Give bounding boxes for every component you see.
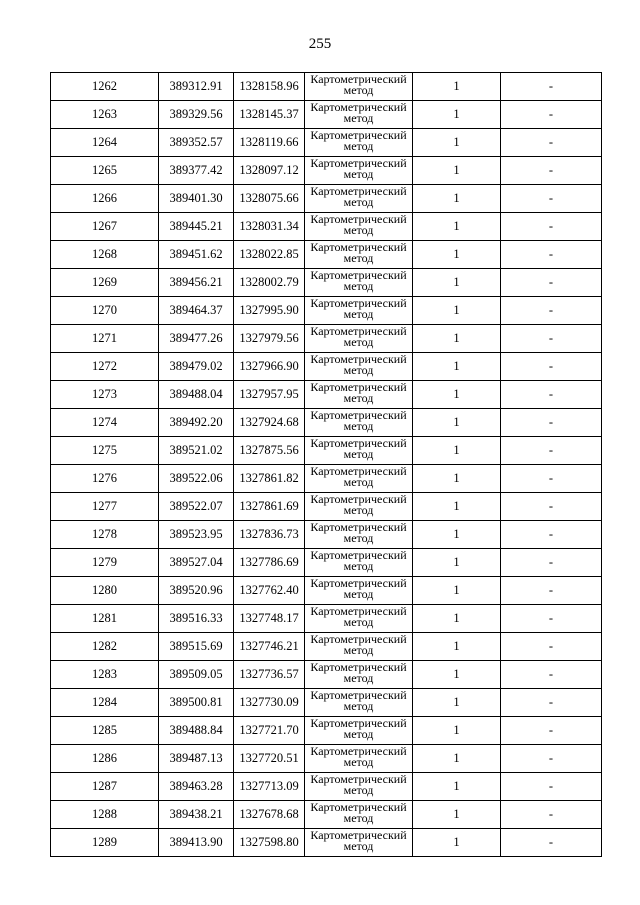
method-line-2: метод bbox=[343, 363, 374, 377]
accuracy-cell: 1 bbox=[413, 465, 501, 493]
note-cell: - bbox=[501, 493, 602, 521]
method-cell bbox=[305, 353, 413, 381]
method-line-1: Картометрический bbox=[310, 688, 407, 702]
method-line-2: метод bbox=[343, 559, 374, 573]
method-cell bbox=[305, 185, 413, 213]
y-coordinate-cell: 1327924.68 bbox=[234, 409, 305, 437]
note-cell: - bbox=[501, 717, 602, 745]
table-row bbox=[51, 185, 602, 213]
method-line-2: метод bbox=[343, 727, 374, 741]
y-coordinate-cell: 1328022.85 bbox=[234, 241, 305, 269]
point-number-cell: 1265 bbox=[51, 157, 159, 185]
x-coordinate-cell: 389509.05 bbox=[159, 661, 234, 689]
accuracy-cell: 1 bbox=[413, 73, 501, 101]
note-cell: - bbox=[501, 745, 602, 773]
method-line-2: метод bbox=[343, 671, 374, 685]
y-coordinate-cell: 1327746.21 bbox=[234, 633, 305, 661]
y-coordinate-cell: 1327966.90 bbox=[234, 353, 305, 381]
method-line-1: Картометрический bbox=[310, 268, 407, 282]
x-coordinate-cell: 389488.84 bbox=[159, 717, 234, 745]
note-cell: - bbox=[501, 773, 602, 801]
table-row bbox=[51, 801, 602, 829]
method-cell bbox=[305, 465, 413, 493]
x-coordinate-cell: 389487.13 bbox=[159, 745, 234, 773]
method-cell bbox=[305, 409, 413, 437]
method-cell bbox=[305, 493, 413, 521]
method-cell bbox=[305, 129, 413, 157]
method-line-1: Картометрический bbox=[310, 436, 407, 450]
point-number-cell: 1270 bbox=[51, 297, 159, 325]
method-cell bbox=[305, 717, 413, 745]
method-line-1: Картометрический bbox=[310, 492, 407, 506]
y-coordinate-cell: 1328075.66 bbox=[234, 185, 305, 213]
method-cell bbox=[305, 605, 413, 633]
method-line-1: Картометрический bbox=[310, 632, 407, 646]
method-cell bbox=[305, 101, 413, 129]
table-row bbox=[51, 745, 602, 773]
x-coordinate-cell: 389522.07 bbox=[159, 493, 234, 521]
method-line-2: метод bbox=[343, 587, 374, 601]
method-line-2: метод bbox=[343, 503, 374, 517]
point-number-cell: 1262 bbox=[51, 73, 159, 101]
table-row bbox=[51, 73, 602, 101]
method-cell bbox=[305, 241, 413, 269]
x-coordinate-cell: 389527.04 bbox=[159, 549, 234, 577]
accuracy-cell: 1 bbox=[413, 297, 501, 325]
accuracy-cell: 1 bbox=[413, 521, 501, 549]
x-coordinate-cell: 389488.04 bbox=[159, 381, 234, 409]
note-cell: - bbox=[501, 101, 602, 129]
method-line-1: Картометрический bbox=[310, 156, 407, 170]
accuracy-cell: 1 bbox=[413, 773, 501, 801]
table-row bbox=[51, 437, 602, 465]
x-coordinate-cell: 389413.90 bbox=[159, 829, 234, 857]
accuracy-cell: 1 bbox=[413, 409, 501, 437]
x-coordinate-cell: 389401.30 bbox=[159, 185, 234, 213]
point-number-cell: 1275 bbox=[51, 437, 159, 465]
coordinates-table bbox=[50, 72, 602, 857]
method-line-1: Картометрический bbox=[310, 128, 407, 142]
table-row bbox=[51, 101, 602, 129]
method-line-1: Картометрический bbox=[310, 520, 407, 534]
point-number-cell: 1279 bbox=[51, 549, 159, 577]
method-line-1: Картометрический bbox=[310, 296, 407, 310]
x-coordinate-cell: 389329.56 bbox=[159, 101, 234, 129]
method-line-2: метод bbox=[343, 83, 374, 97]
note-cell: - bbox=[501, 241, 602, 269]
method-line-1: Картометрический bbox=[310, 184, 407, 198]
note-cell: - bbox=[501, 213, 602, 241]
x-coordinate-cell: 389477.26 bbox=[159, 325, 234, 353]
table-row bbox=[51, 493, 602, 521]
method-cell bbox=[305, 689, 413, 717]
y-coordinate-cell: 1327979.56 bbox=[234, 325, 305, 353]
method-line-2: метод bbox=[343, 335, 374, 349]
y-coordinate-cell: 1328002.79 bbox=[234, 269, 305, 297]
x-coordinate-cell: 389492.20 bbox=[159, 409, 234, 437]
note-cell: - bbox=[501, 381, 602, 409]
y-coordinate-cell: 1327720.51 bbox=[234, 745, 305, 773]
point-number-cell: 1274 bbox=[51, 409, 159, 437]
method-line-2: метод bbox=[343, 111, 374, 125]
note-cell: - bbox=[501, 465, 602, 493]
accuracy-cell: 1 bbox=[413, 353, 501, 381]
note-cell: - bbox=[501, 325, 602, 353]
x-coordinate-cell: 389377.42 bbox=[159, 157, 234, 185]
method-cell bbox=[305, 661, 413, 689]
table-row bbox=[51, 241, 602, 269]
table-row bbox=[51, 297, 602, 325]
method-line-2: метод bbox=[343, 391, 374, 405]
method-line-1: Картометрический bbox=[310, 352, 407, 366]
x-coordinate-cell: 389352.57 bbox=[159, 129, 234, 157]
y-coordinate-cell: 1327598.80 bbox=[234, 829, 305, 857]
method-line-1: Картометрический bbox=[310, 576, 407, 590]
y-coordinate-cell: 1327957.95 bbox=[234, 381, 305, 409]
method-line-1: Картометрический bbox=[310, 716, 407, 730]
point-number-cell: 1277 bbox=[51, 493, 159, 521]
method-cell bbox=[305, 269, 413, 297]
method-cell bbox=[305, 297, 413, 325]
note-cell: - bbox=[501, 829, 602, 857]
accuracy-cell: 1 bbox=[413, 101, 501, 129]
y-coordinate-cell: 1328119.66 bbox=[234, 129, 305, 157]
method-cell bbox=[305, 213, 413, 241]
accuracy-cell: 1 bbox=[413, 129, 501, 157]
method-line-2: метод bbox=[343, 447, 374, 461]
y-coordinate-cell: 1328031.34 bbox=[234, 213, 305, 241]
method-cell bbox=[305, 829, 413, 857]
table-row bbox=[51, 269, 602, 297]
accuracy-cell: 1 bbox=[413, 829, 501, 857]
method-line-1: Картометрический bbox=[310, 408, 407, 422]
method-line-1: Картометрический bbox=[310, 240, 407, 254]
table-row bbox=[51, 689, 602, 717]
accuracy-cell: 1 bbox=[413, 689, 501, 717]
note-cell: - bbox=[501, 661, 602, 689]
x-coordinate-cell: 389516.33 bbox=[159, 605, 234, 633]
table-row bbox=[51, 325, 602, 353]
accuracy-cell: 1 bbox=[413, 493, 501, 521]
accuracy-cell: 1 bbox=[413, 185, 501, 213]
note-cell: - bbox=[501, 157, 602, 185]
y-coordinate-cell: 1327861.82 bbox=[234, 465, 305, 493]
note-cell: - bbox=[501, 129, 602, 157]
method-cell bbox=[305, 577, 413, 605]
method-line-1: Картометрический bbox=[310, 100, 407, 114]
x-coordinate-cell: 389312.91 bbox=[159, 73, 234, 101]
table-row bbox=[51, 717, 602, 745]
method-line-1: Картометрический bbox=[310, 744, 407, 758]
point-number-cell: 1266 bbox=[51, 185, 159, 213]
accuracy-cell: 1 bbox=[413, 213, 501, 241]
note-cell: - bbox=[501, 437, 602, 465]
method-line-2: метод bbox=[343, 531, 374, 545]
method-cell bbox=[305, 157, 413, 185]
table-row bbox=[51, 521, 602, 549]
y-coordinate-cell: 1327995.90 bbox=[234, 297, 305, 325]
point-number-cell: 1272 bbox=[51, 353, 159, 381]
method-line-1: Картометрический bbox=[310, 828, 407, 842]
x-coordinate-cell: 389515.69 bbox=[159, 633, 234, 661]
accuracy-cell: 1 bbox=[413, 661, 501, 689]
method-cell bbox=[305, 521, 413, 549]
point-number-cell: 1267 bbox=[51, 213, 159, 241]
method-line-2: метод bbox=[343, 195, 374, 209]
method-line-1: Картометрический bbox=[310, 380, 407, 394]
table-row bbox=[51, 605, 602, 633]
note-cell: - bbox=[501, 409, 602, 437]
x-coordinate-cell: 389523.95 bbox=[159, 521, 234, 549]
method-line-1: Картометрический bbox=[310, 212, 407, 226]
method-cell bbox=[305, 549, 413, 577]
y-coordinate-cell: 1328097.12 bbox=[234, 157, 305, 185]
note-cell: - bbox=[501, 73, 602, 101]
point-number-cell: 1284 bbox=[51, 689, 159, 717]
point-number-cell: 1282 bbox=[51, 633, 159, 661]
accuracy-cell: 1 bbox=[413, 633, 501, 661]
method-line-2: метод bbox=[343, 167, 374, 181]
table-row bbox=[51, 773, 602, 801]
accuracy-cell: 1 bbox=[413, 745, 501, 773]
x-coordinate-cell: 389521.02 bbox=[159, 437, 234, 465]
note-cell: - bbox=[501, 577, 602, 605]
table-row bbox=[51, 577, 602, 605]
note-cell: - bbox=[501, 633, 602, 661]
point-number-cell: 1278 bbox=[51, 521, 159, 549]
method-line-2: метод bbox=[343, 307, 374, 321]
note-cell: - bbox=[501, 185, 602, 213]
x-coordinate-cell: 389522.06 bbox=[159, 465, 234, 493]
method-cell bbox=[305, 381, 413, 409]
accuracy-cell: 1 bbox=[413, 381, 501, 409]
y-coordinate-cell: 1327875.56 bbox=[234, 437, 305, 465]
note-cell: - bbox=[501, 521, 602, 549]
method-line-1: Картометрический bbox=[310, 660, 407, 674]
point-number-cell: 1281 bbox=[51, 605, 159, 633]
point-number-cell: 1288 bbox=[51, 801, 159, 829]
y-coordinate-cell: 1328158.96 bbox=[234, 73, 305, 101]
x-coordinate-cell: 389464.37 bbox=[159, 297, 234, 325]
accuracy-cell: 1 bbox=[413, 269, 501, 297]
table-row bbox=[51, 129, 602, 157]
y-coordinate-cell: 1327762.40 bbox=[234, 577, 305, 605]
point-number-cell: 1268 bbox=[51, 241, 159, 269]
point-number-cell: 1264 bbox=[51, 129, 159, 157]
table-row bbox=[51, 549, 602, 577]
table-row bbox=[51, 661, 602, 689]
accuracy-cell: 1 bbox=[413, 717, 501, 745]
y-coordinate-cell: 1327748.17 bbox=[234, 605, 305, 633]
x-coordinate-cell: 389438.21 bbox=[159, 801, 234, 829]
y-coordinate-cell: 1327736.57 bbox=[234, 661, 305, 689]
accuracy-cell: 1 bbox=[413, 605, 501, 633]
point-number-cell: 1273 bbox=[51, 381, 159, 409]
y-coordinate-cell: 1327730.09 bbox=[234, 689, 305, 717]
point-number-cell: 1269 bbox=[51, 269, 159, 297]
x-coordinate-cell: 389500.81 bbox=[159, 689, 234, 717]
point-number-cell: 1283 bbox=[51, 661, 159, 689]
accuracy-cell: 1 bbox=[413, 577, 501, 605]
point-number-cell: 1280 bbox=[51, 577, 159, 605]
point-number-cell: 1276 bbox=[51, 465, 159, 493]
table-row bbox=[51, 633, 602, 661]
page-number: 255 bbox=[308, 36, 332, 52]
y-coordinate-cell: 1327786.69 bbox=[234, 549, 305, 577]
method-line-2: метод bbox=[343, 279, 374, 293]
table-row bbox=[51, 409, 602, 437]
table-row bbox=[51, 829, 602, 857]
y-coordinate-cell: 1327721.70 bbox=[234, 717, 305, 745]
method-cell bbox=[305, 73, 413, 101]
coordinates-table-body bbox=[51, 73, 602, 857]
note-cell: - bbox=[501, 549, 602, 577]
method-line-2: метод bbox=[343, 755, 374, 769]
table-row bbox=[51, 353, 602, 381]
method-line-2: метод bbox=[343, 839, 374, 853]
accuracy-cell: 1 bbox=[413, 157, 501, 185]
x-coordinate-cell: 389445.21 bbox=[159, 213, 234, 241]
method-line-2: метод bbox=[343, 251, 374, 265]
accuracy-cell: 1 bbox=[413, 241, 501, 269]
method-line-1: Картометрический bbox=[310, 800, 407, 814]
point-number-cell: 1263 bbox=[51, 101, 159, 129]
x-coordinate-cell: 389520.96 bbox=[159, 577, 234, 605]
method-cell bbox=[305, 801, 413, 829]
method-cell bbox=[305, 745, 413, 773]
table-row bbox=[51, 465, 602, 493]
method-line-2: метод bbox=[343, 699, 374, 713]
x-coordinate-cell: 389456.21 bbox=[159, 269, 234, 297]
note-cell: - bbox=[501, 269, 602, 297]
point-number-cell: 1271 bbox=[51, 325, 159, 353]
method-cell bbox=[305, 325, 413, 353]
method-line-1: Картометрический bbox=[310, 464, 407, 478]
table-row bbox=[51, 381, 602, 409]
method-line-2: метод bbox=[343, 643, 374, 657]
method-line-2: метод bbox=[343, 811, 374, 825]
method-cell bbox=[305, 633, 413, 661]
point-number-cell: 1286 bbox=[51, 745, 159, 773]
table-row bbox=[51, 157, 602, 185]
method-line-1: Картометрический bbox=[310, 72, 407, 86]
accuracy-cell: 1 bbox=[413, 801, 501, 829]
method-line-2: метод bbox=[343, 615, 374, 629]
y-coordinate-cell: 1327678.68 bbox=[234, 801, 305, 829]
y-coordinate-cell: 1327713.09 bbox=[234, 773, 305, 801]
x-coordinate-cell: 389463.28 bbox=[159, 773, 234, 801]
x-coordinate-cell: 389479.02 bbox=[159, 353, 234, 381]
point-number-cell: 1289 bbox=[51, 829, 159, 857]
note-cell: - bbox=[501, 689, 602, 717]
method-line-2: метод bbox=[343, 139, 374, 153]
x-coordinate-cell: 389451.62 bbox=[159, 241, 234, 269]
method-line-1: Картометрический bbox=[310, 604, 407, 618]
note-cell: - bbox=[501, 353, 602, 381]
method-line-2: метод bbox=[343, 475, 374, 489]
note-cell: - bbox=[501, 297, 602, 325]
point-number-cell: 1287 bbox=[51, 773, 159, 801]
method-cell bbox=[305, 437, 413, 465]
y-coordinate-cell: 1327861.69 bbox=[234, 493, 305, 521]
method-line-1: Картометрический bbox=[310, 772, 407, 786]
method-line-1: Картометрический bbox=[310, 324, 407, 338]
method-line-1: Картометрический bbox=[310, 548, 407, 562]
y-coordinate-cell: 1328145.37 bbox=[234, 101, 305, 129]
accuracy-cell: 1 bbox=[413, 437, 501, 465]
accuracy-cell: 1 bbox=[413, 325, 501, 353]
point-number-cell: 1285 bbox=[51, 717, 159, 745]
note-cell: - bbox=[501, 801, 602, 829]
method-line-2: метод bbox=[343, 223, 374, 237]
method-cell bbox=[305, 773, 413, 801]
note-cell: - bbox=[501, 605, 602, 633]
y-coordinate-cell: 1327836.73 bbox=[234, 521, 305, 549]
table-row bbox=[51, 213, 602, 241]
method-line-2: метод bbox=[343, 419, 374, 433]
accuracy-cell: 1 bbox=[413, 549, 501, 577]
method-line-2: метод bbox=[343, 783, 374, 797]
